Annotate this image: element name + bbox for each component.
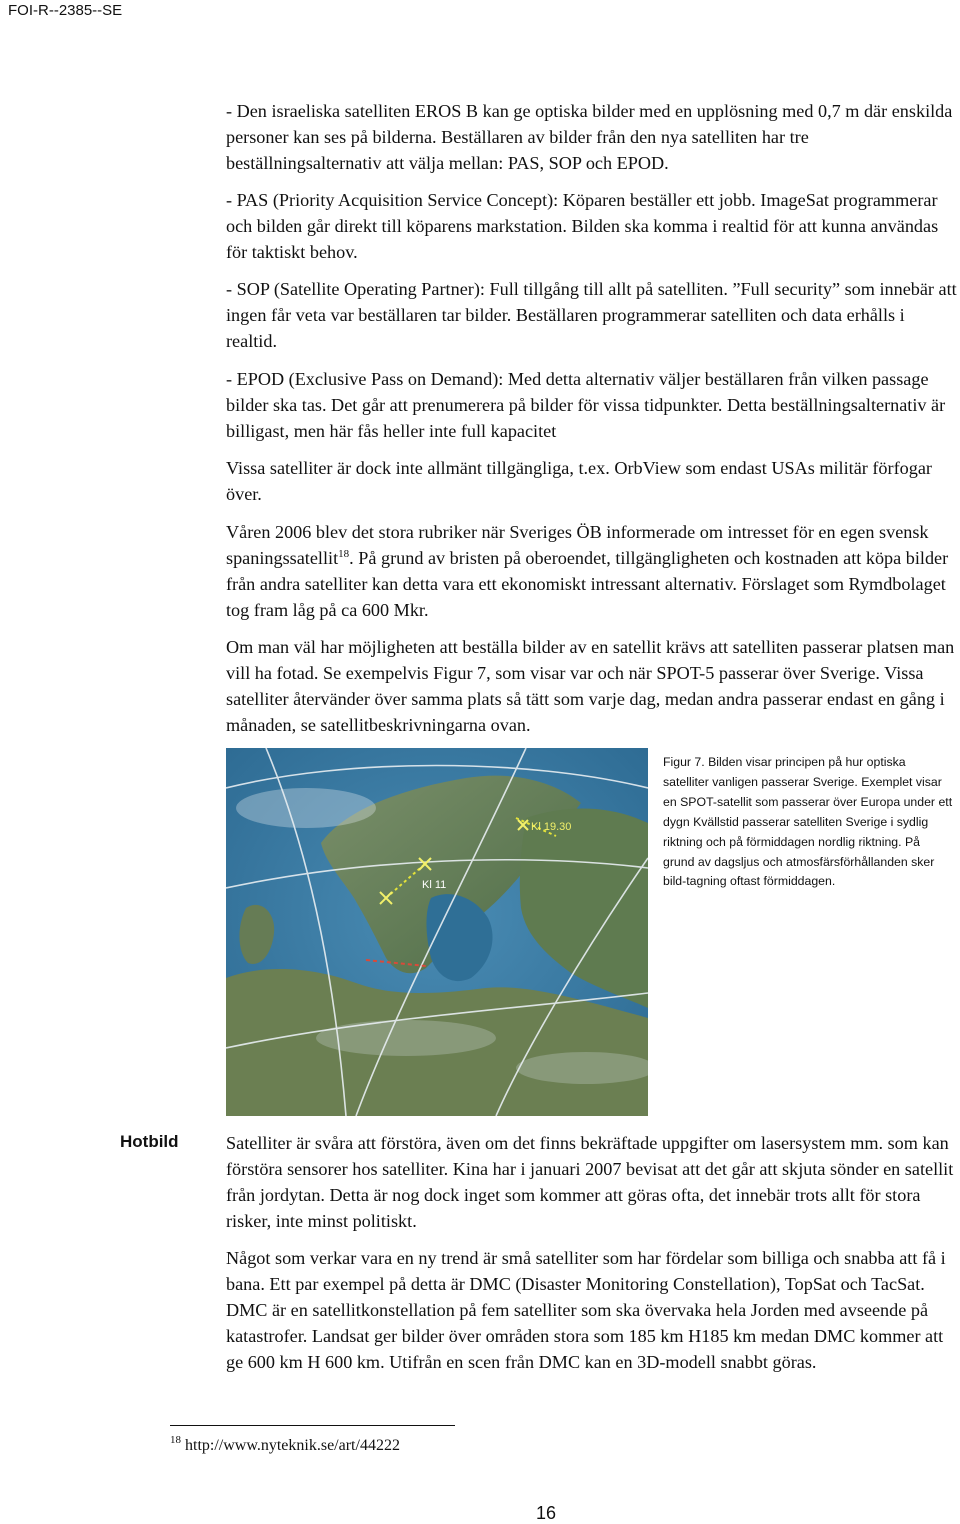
page-number: 16	[535, 1503, 557, 1523]
paragraph-epod: - EPOD (Exclusive Pass on Demand): Med detta alternativ väljer beställaren från vilken passage bilder ska tas. Det går att prenumerera på bilder för vissa tidpunkter. Detta beställningsalternativ är billigast, men här fås heller inte full kapacitet	[226, 369, 946, 441]
footnote-reference[interactable]: 18	[338, 548, 350, 560]
paragraph-small-satellites: Något som verkar vara en ny trend är små satelliter som har fördelar som billiga och snabba att få i bana. Ett par exempel på detta är DMC (Disaster Monitoring Constellation), TopSat och TacSat. DMC är en satellitkonstellation på fem satelliter som ska övervaka hela Jorden med avseende på katastrofer. Landsat ger bilder över områden stora som 185 km H185 km medan DMC kommer att ge 600 km H 600 km. Utifrån en scen från DMC kan en 3D-modell snabbt göras.	[226, 1248, 946, 1372]
paragraph-swedish-satellite	[226, 519, 960, 623]
paragraph-satellite-passes: Om man väl har möjligheten att beställa bilder av en satellit krävs att satelliten passerar platsen man vill ha fotad. Se exempelvis Figur 7, som visar var och när SPOT-5 passerar över Sverige. Vissa satelliter återvänder över samma plats så tätt som varje dag, medan andra passerar endast en gång i månaden, se satellitbeskrivningarna ovan.	[226, 637, 955, 735]
paragraph-eros-b: - Den israeliska satelliten EROS B kan ge optiska bilder med en upplösning med 0,7 m där enskilda personer kan ses på bilderna. Beställaren av bilder från den nya satelliten har tre beställningsalternativ att välja mellan: PAS, SOP och EPOD.	[226, 101, 953, 173]
paragraph-pas: - PAS (Priority Acquisition Service Concept): Köparen beställer ett jobb. ImageSat programmerar och bilden går direkt till köparens markstation. Bilden ska komma i realtid för att kunna användas för taktiskt behov.	[226, 190, 939, 262]
figure-caption: Figur 7. Bilden visar principen på hur optiska satelliter vanligen passerar Sverige. Exemplet visar en SPOT-satellit som passerar över Europa under ett dygn Kvällstid passerar satelliten Sverige i sydlig riktning och på förmiddagen nordlig riktning. På grund av dagsljus och atmosfärsförhållanden sker bild-tagning oftast förmiddagen.	[663, 755, 953, 889]
document-id: FOI-R--2385--SE	[8, 2, 123, 19]
paragraph-sop: - SOP (Satellite Operating Partner): Full tillgång till allt på satelliten. ”Full security” som innebär att ingen får veta var beställaren tar bilder. Beställaren programmerar satelliten och data erhålls i realtid.	[226, 279, 957, 351]
paragraph-orbview: Vissa satelliter är dock inte allmänt tillgängliga, t.ex. OrbView som endast USAs militär förfogar över.	[226, 458, 932, 504]
label-evening-pass: Kl 19.30	[531, 821, 572, 833]
footnote-link[interactable]: http://www.nyteknik.se/art/44222	[185, 1437, 400, 1454]
footnote	[170, 1436, 400, 1456]
label-morning-pass: Kl 11	[422, 879, 447, 891]
section-heading-hotbild: Hotbild	[120, 1132, 179, 1151]
paragraph-text-b: . På grund av bristen på oberoendet, tillgängligheten och kostnaden att köpa bilder från andra satelliter kan detta vara ett ekonomiskt intressant alternativ. Förslaget som Rymdbolaget tog fram låg på ca 600 Mkr.	[226, 548, 949, 620]
paragraph-text-a: Våren 2006 blev det stora rubriker när Sveriges ÖB informerade om intresset för en egen svensk spaningssatellit	[226, 522, 929, 568]
paragraph-threats: Satelliter är svåra att förstöra, även om det finns bekräftade uppgifter om lasersystem mm. som kan förstöra sensorer hos satelliter. Kina har i januari 2007 bevisat att det går att skjuta sönder en satellit från jordytan. Detta är nog dock inget som kommer att göras ofta, det innebär trots allt för stora risker, inte minst politiskt.	[226, 1133, 954, 1231]
footnote-separator	[170, 1425, 455, 1426]
footnote-number: 18	[170, 1434, 181, 1446]
satellite-orbit-map	[226, 748, 648, 1116]
